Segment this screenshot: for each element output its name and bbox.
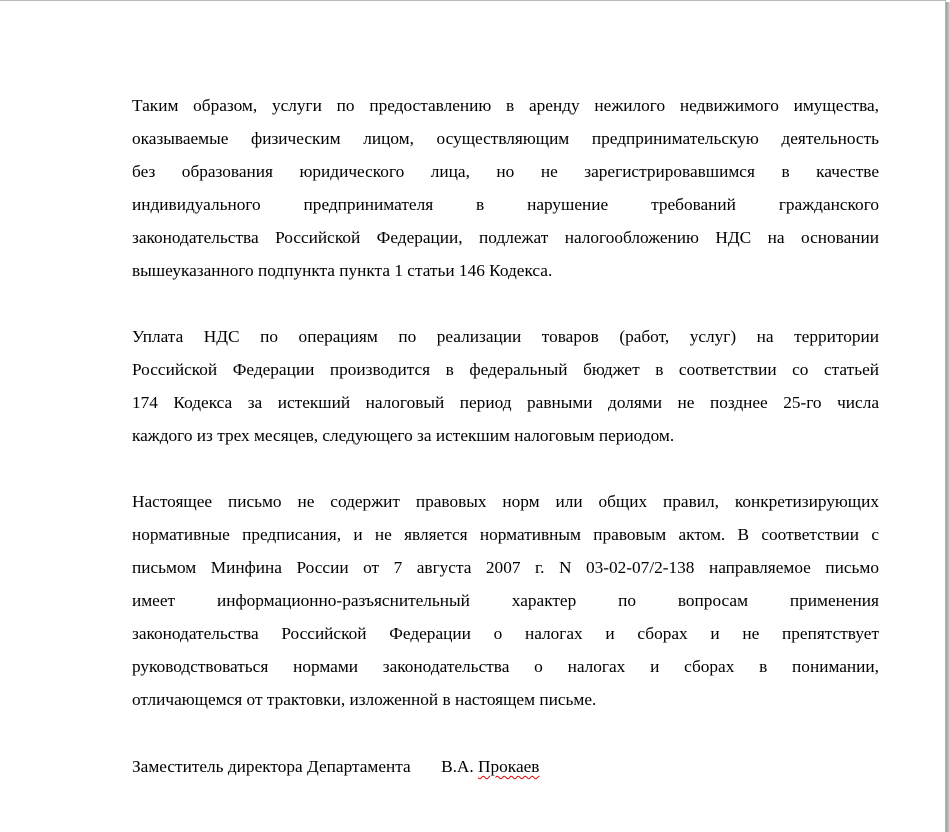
paragraph-vat-taxation (132, 89, 879, 287)
text-line: Таким образом, услуги по предоставлению в аренду нежилого недвижимого имущества, (132, 96, 879, 115)
document-body (132, 89, 879, 749)
signatory-name (441, 757, 539, 776)
paragraph-vat-payment (132, 320, 879, 452)
text-line: законодательства Российской Федерации, подлежат налогообложению НДС на основании (132, 228, 879, 247)
text-line: оказываемые физическим лицом, осуществляющим предпринимательскую деятельность (132, 129, 879, 148)
text-line: руководствоваться нормами законодательства о налогах и сборах в понимании, (132, 657, 879, 676)
text-line: письмом Минфина России от 7 августа 2007 г. N 03-02-07/2-138 направляемое письмо (132, 558, 879, 577)
text-line: отличающемся от трактовки, изложенной в настоящем письме. (132, 690, 597, 709)
text-line: без образования юридического лица, но не зарегистрировавшимся в качестве (132, 162, 879, 181)
page-edge-shadow (946, 2, 950, 832)
text-line: Российской Федерации производится в федеральный бюджет в соответствии со статьей (132, 360, 879, 379)
signatory-surname: Прокаев (478, 757, 540, 776)
text-line: каждого из трех месяцев, следующего за истекшим налоговым периодом. (132, 426, 675, 445)
text-line: 174 Кодекса за истекший налоговый период равными долями не позднее 25-го числа (132, 393, 879, 412)
text-line: Уплата НДС по операциям по реализации товаров (работ, услуг) на территории (132, 327, 879, 346)
signatory-position: Заместитель директора Департамента (132, 757, 411, 776)
text-line: Настоящее письмо не содержит правовых норм или общих правил, конкретизирующих (132, 492, 879, 511)
text-line: имеет информационно-разъяснительный характер по вопросам применения (132, 591, 879, 610)
signature-block (132, 750, 539, 783)
text-line: нормативные предписания, и не является нормативным правовым актом. В соответствии с (132, 525, 879, 544)
text-line: индивидуального предпринимателя в нарушение требований гражданского (132, 195, 879, 214)
text-line: законодательства Российской Федерации о налогах и сборах и не препятствует (132, 624, 879, 643)
signatory-initials: В.А. (441, 757, 474, 776)
text-line: вышеуказанного подпункта пункта 1 статьи 146 Кодекса. (132, 261, 553, 280)
paragraph-legal-status (132, 485, 879, 716)
